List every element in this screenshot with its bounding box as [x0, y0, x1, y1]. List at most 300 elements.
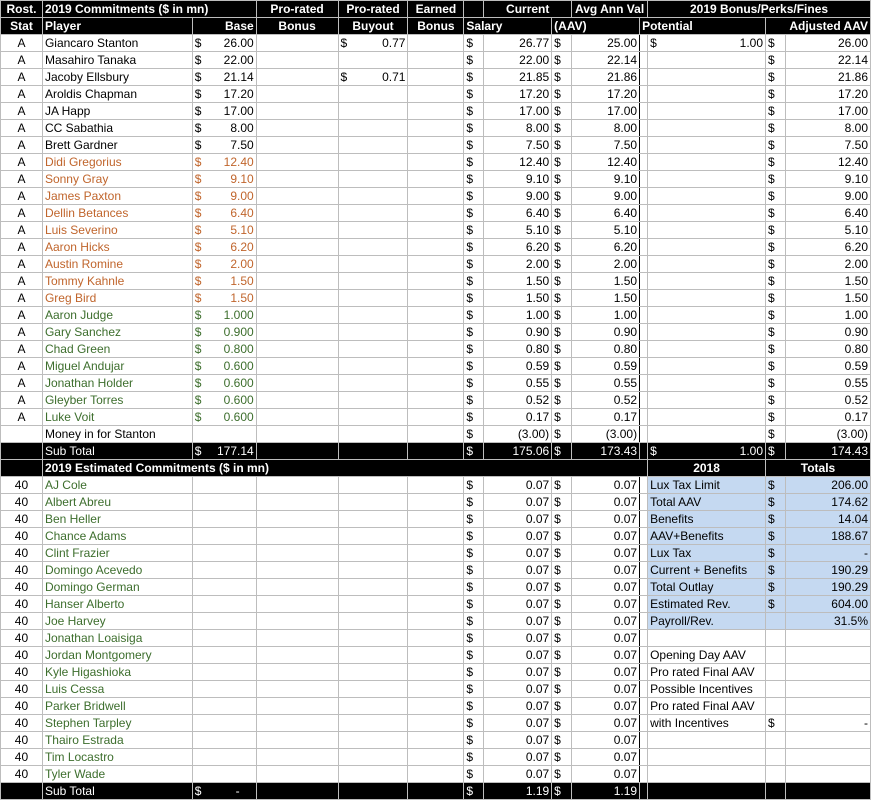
cell[interactable]: [785, 783, 870, 800]
spacer-cell[interactable]: [640, 307, 648, 324]
adj-dollar-cell[interactable]: $: [766, 103, 786, 120]
earned-bonus-cell[interactable]: [408, 307, 464, 324]
current-salary-cell[interactable]: 0.90: [484, 324, 552, 341]
player-name-cell[interactable]: Luke Voit: [42, 409, 192, 426]
spacer-cell[interactable]: [640, 69, 648, 86]
totals-dollar-cell[interactable]: $: [766, 494, 786, 511]
current-salary-cell[interactable]: 0.07: [484, 664, 552, 681]
aav-cell[interactable]: 0.90: [572, 324, 640, 341]
salary-dollar-cell[interactable]: $: [464, 426, 484, 443]
current-salary-cell[interactable]: 12.40: [484, 154, 552, 171]
aav-dollar-cell[interactable]: $: [552, 120, 572, 137]
aav-cell[interactable]: 0.07: [572, 545, 640, 562]
aav-cell[interactable]: 17.20: [572, 86, 640, 103]
aav-cell[interactable]: 2.00: [572, 256, 640, 273]
subtotal-aav[interactable]: 1.19: [572, 783, 640, 800]
spacer-cell[interactable]: [640, 188, 648, 205]
salary-dollar-cell[interactable]: $: [464, 358, 484, 375]
current-salary-cell[interactable]: 0.07: [484, 749, 552, 766]
base-cell[interactable]: [192, 715, 256, 732]
prorated-bonus-cell[interactable]: [256, 205, 338, 222]
aav-cell[interactable]: 0.07: [572, 562, 640, 579]
totals-dollar-cell[interactable]: [766, 647, 786, 664]
player-name-cell[interactable]: Greg Bird: [42, 290, 192, 307]
bonus-potential-cell[interactable]: [648, 290, 766, 307]
roster-stat-cell[interactable]: A: [1, 324, 43, 341]
adjusted-aav-cell[interactable]: 0.17: [785, 409, 870, 426]
bonus-potential-cell[interactable]: [648, 256, 766, 273]
buyout-cell[interactable]: [338, 69, 408, 86]
cell[interactable]: [1, 783, 43, 800]
adj-dollar-cell[interactable]: $: [766, 392, 786, 409]
salary-dollar-cell[interactable]: $: [464, 749, 484, 766]
roster-stat-cell[interactable]: A: [1, 205, 43, 222]
aav-cell[interactable]: 1.50: [572, 290, 640, 307]
salary-dollar-cell[interactable]: $: [464, 732, 484, 749]
roster-stat-cell[interactable]: A: [1, 137, 43, 154]
current-salary-cell[interactable]: 6.20: [484, 239, 552, 256]
player-name-cell[interactable]: Tyler Wade: [42, 766, 192, 783]
adjusted-aav-cell[interactable]: 0.59: [785, 358, 870, 375]
salary-dollar-cell[interactable]: $: [464, 290, 484, 307]
header-cell[interactable]: Pro-rated: [338, 1, 408, 18]
earned-bonus-cell[interactable]: [408, 528, 464, 545]
bonus-potential-cell[interactable]: [648, 205, 766, 222]
aav-dollar-cell[interactable]: $: [552, 766, 572, 783]
buyout-cell[interactable]: [338, 766, 408, 783]
salary-dollar-cell[interactable]: $: [464, 375, 484, 392]
roster-stat-cell[interactable]: A: [1, 222, 43, 239]
aav-dollar-cell[interactable]: $: [552, 783, 572, 800]
aav-cell[interactable]: 0.55: [572, 375, 640, 392]
current-salary-cell[interactable]: 1.50: [484, 290, 552, 307]
adjusted-aav-cell[interactable]: 6.40: [785, 205, 870, 222]
prorated-bonus-cell[interactable]: [256, 409, 338, 426]
base-cell[interactable]: [192, 103, 256, 120]
salary-dollar-cell[interactable]: $: [464, 664, 484, 681]
earned-bonus-cell[interactable]: [408, 409, 464, 426]
adjusted-aav-cell[interactable]: 0.90: [785, 324, 870, 341]
roster-stat-cell[interactable]: A: [1, 171, 43, 188]
adj-dollar-cell[interactable]: $: [766, 120, 786, 137]
cell[interactable]: [1, 460, 43, 477]
aav-cell[interactable]: 9.10: [572, 171, 640, 188]
earned-bonus-cell[interactable]: [408, 698, 464, 715]
current-salary-cell[interactable]: 0.07: [484, 596, 552, 613]
base-cell[interactable]: [192, 732, 256, 749]
spacer-cell[interactable]: [640, 324, 648, 341]
header-cell[interactable]: [464, 1, 484, 18]
buyout-cell[interactable]: [338, 545, 408, 562]
aav-dollar-cell[interactable]: $: [552, 630, 572, 647]
spacer-cell[interactable]: [640, 562, 648, 579]
spacer-cell[interactable]: [640, 698, 648, 715]
salary-dollar-cell[interactable]: $: [464, 222, 484, 239]
aav-dollar-cell[interactable]: $: [552, 647, 572, 664]
subtotal-potential-cell[interactable]: [648, 443, 766, 460]
roster-stat-cell[interactable]: A: [1, 52, 43, 69]
adjusted-aav-cell[interactable]: 8.00: [785, 120, 870, 137]
aav-dollar-cell[interactable]: $: [552, 477, 572, 494]
earned-bonus-cell[interactable]: [408, 256, 464, 273]
bonus-potential-cell[interactable]: [648, 86, 766, 103]
player-name-cell[interactable]: Stephen Tarpley: [42, 715, 192, 732]
base-cell[interactable]: [192, 511, 256, 528]
base-cell[interactable]: [192, 477, 256, 494]
salary-dollar-cell[interactable]: $: [464, 341, 484, 358]
salary-dollar-cell[interactable]: $: [464, 494, 484, 511]
current-salary-cell[interactable]: 0.17: [484, 409, 552, 426]
totals-value-cell[interactable]: 190.29: [785, 579, 870, 596]
current-salary-cell[interactable]: 9.10: [484, 171, 552, 188]
current-salary-cell[interactable]: 0.07: [484, 494, 552, 511]
bonus-potential-cell[interactable]: [648, 239, 766, 256]
totals-dollar-cell[interactable]: $: [766, 528, 786, 545]
spacer-cell[interactable]: [640, 154, 648, 171]
bonus-potential-cell[interactable]: [648, 409, 766, 426]
aav-cell[interactable]: 0.07: [572, 477, 640, 494]
base-cell[interactable]: [192, 630, 256, 647]
spacer-cell[interactable]: [640, 766, 648, 783]
prorated-bonus-cell[interactable]: [256, 137, 338, 154]
bonus-potential-cell[interactable]: [648, 154, 766, 171]
aav-dollar-cell[interactable]: $: [552, 511, 572, 528]
aav-cell[interactable]: 8.00: [572, 120, 640, 137]
salary-dollar-cell[interactable]: $: [464, 239, 484, 256]
subtotal-aav[interactable]: 173.43: [572, 443, 640, 460]
aav-dollar-cell[interactable]: $: [552, 137, 572, 154]
earned-bonus-cell[interactable]: [408, 392, 464, 409]
aav-cell[interactable]: 0.52: [572, 392, 640, 409]
cell[interactable]: [1, 443, 43, 460]
base-cell[interactable]: [192, 69, 256, 86]
header-cell[interactable]: Adjusted AAV: [766, 18, 871, 35]
adjusted-aav-cell[interactable]: 17.00: [785, 103, 870, 120]
earned-bonus-cell[interactable]: [408, 511, 464, 528]
player-name-cell[interactable]: Money in for Stanton: [42, 426, 192, 443]
salary-dollar-cell[interactable]: $: [464, 35, 484, 52]
player-name-cell[interactable]: Luis Severino: [42, 222, 192, 239]
current-salary-cell[interactable]: 0.07: [484, 528, 552, 545]
buyout-cell[interactable]: [338, 358, 408, 375]
buyout-cell[interactable]: [338, 120, 408, 137]
base-cell[interactable]: [192, 698, 256, 715]
aav-cell[interactable]: 7.50: [572, 137, 640, 154]
totals-value-cell[interactable]: 31.5%: [785, 613, 870, 630]
player-name-cell[interactable]: Miguel Andujar: [42, 358, 192, 375]
prorated-bonus-cell[interactable]: [256, 664, 338, 681]
salary-dollar-cell[interactable]: $: [464, 613, 484, 630]
earned-bonus-cell[interactable]: [408, 324, 464, 341]
spacer-cell[interactable]: [640, 273, 648, 290]
adj-dollar-cell[interactable]: $: [766, 205, 786, 222]
header-cell[interactable]: Base: [192, 18, 256, 35]
player-name-cell[interactable]: Dellin Betances: [42, 205, 192, 222]
earned-bonus-cell[interactable]: [408, 358, 464, 375]
buyout-cell[interactable]: [338, 154, 408, 171]
buyout-cell[interactable]: [338, 732, 408, 749]
base-cell[interactable]: [192, 35, 256, 52]
aav-dollar-cell[interactable]: $: [552, 681, 572, 698]
salary-dollar-cell[interactable]: $: [464, 545, 484, 562]
totals-value-cell[interactable]: 14.04: [785, 511, 870, 528]
adj-dollar-cell[interactable]: $: [766, 273, 786, 290]
prorated-bonus-cell[interactable]: [256, 307, 338, 324]
player-name-cell[interactable]: Ben Heller: [42, 511, 192, 528]
totals-value-cell[interactable]: [785, 749, 870, 766]
totals-label-cell[interactable]: [648, 630, 766, 647]
prorated-bonus-cell[interactable]: [256, 256, 338, 273]
earned-bonus-cell[interactable]: [408, 681, 464, 698]
roster-stat-cell[interactable]: 40: [1, 545, 43, 562]
aav-cell[interactable]: 0.07: [572, 664, 640, 681]
totals-dollar-cell[interactable]: $: [766, 545, 786, 562]
base-cell[interactable]: [192, 647, 256, 664]
aav-cell[interactable]: 0.07: [572, 681, 640, 698]
spacer-cell[interactable]: [640, 409, 648, 426]
earned-bonus-cell[interactable]: [408, 103, 464, 120]
prorated-bonus-cell[interactable]: [256, 35, 338, 52]
base-cell[interactable]: [192, 290, 256, 307]
header-cell[interactable]: Player: [42, 18, 192, 35]
salary-dollar-cell[interactable]: $: [464, 766, 484, 783]
prorated-bonus-cell[interactable]: [256, 52, 338, 69]
current-salary-cell[interactable]: 0.80: [484, 341, 552, 358]
base-cell[interactable]: [192, 120, 256, 137]
earned-bonus-cell[interactable]: [408, 562, 464, 579]
header-cell[interactable]: Potential: [640, 18, 766, 35]
prorated-bonus-cell[interactable]: [256, 239, 338, 256]
adjusted-aav-cell[interactable]: 22.14: [785, 52, 870, 69]
base-cell[interactable]: [192, 154, 256, 171]
totals-label-cell[interactable]: Opening Day AAV: [648, 647, 766, 664]
aav-dollar-cell[interactable]: $: [552, 375, 572, 392]
base-cell[interactable]: [192, 664, 256, 681]
aav-dollar-cell[interactable]: $: [552, 154, 572, 171]
base-cell[interactable]: [192, 171, 256, 188]
current-salary-cell[interactable]: 0.07: [484, 732, 552, 749]
aav-dollar-cell[interactable]: $: [552, 409, 572, 426]
prorated-bonus-cell[interactable]: [256, 545, 338, 562]
current-salary-cell[interactable]: 0.07: [484, 715, 552, 732]
prorated-bonus-cell[interactable]: [256, 732, 338, 749]
salary-dollar-cell[interactable]: $: [464, 120, 484, 137]
salary-dollar-cell[interactable]: $: [464, 205, 484, 222]
spacer-cell[interactable]: [640, 358, 648, 375]
totals-dollar-cell[interactable]: $: [766, 511, 786, 528]
adj-dollar-cell[interactable]: $: [766, 324, 786, 341]
spacer-cell[interactable]: [640, 545, 648, 562]
roster-stat-cell[interactable]: 40: [1, 494, 43, 511]
bonus-potential-cell[interactable]: [648, 69, 766, 86]
salary-dollar-cell[interactable]: $: [464, 715, 484, 732]
roster-stat-cell[interactable]: A: [1, 239, 43, 256]
base-cell[interactable]: [192, 205, 256, 222]
aav-dollar-cell[interactable]: $: [552, 222, 572, 239]
header-cell[interactable]: Pro-rated: [256, 1, 338, 18]
bonus-potential-cell[interactable]: [648, 52, 766, 69]
aav-cell[interactable]: 5.10: [572, 222, 640, 239]
roster-stat-cell[interactable]: 40: [1, 766, 43, 783]
roster-stat-cell[interactable]: A: [1, 154, 43, 171]
header-cell[interactable]: Earned: [408, 1, 464, 18]
aav-dollar-cell[interactable]: $: [552, 290, 572, 307]
salary-dollar-cell[interactable]: $: [464, 647, 484, 664]
salary-dollar-cell[interactable]: $: [464, 188, 484, 205]
subtotal-salary[interactable]: 175.06: [484, 443, 552, 460]
header-cell[interactable]: (AAV): [552, 18, 640, 35]
base-cell[interactable]: [192, 324, 256, 341]
base-cell[interactable]: [192, 613, 256, 630]
aav-dollar-cell[interactable]: $: [552, 732, 572, 749]
spacer-cell[interactable]: [640, 749, 648, 766]
buyout-cell[interactable]: [338, 324, 408, 341]
roster-stat-cell[interactable]: A: [1, 69, 43, 86]
totals-value-cell[interactable]: 206.00: [785, 477, 870, 494]
totals-dollar-cell[interactable]: [766, 749, 786, 766]
totals-value-cell[interactable]: [785, 732, 870, 749]
aav-dollar-cell[interactable]: $: [552, 698, 572, 715]
totals-value-cell[interactable]: [785, 681, 870, 698]
totals-value-cell[interactable]: [785, 766, 870, 783]
base-cell[interactable]: [192, 273, 256, 290]
adjusted-aav-cell[interactable]: 26.00: [785, 35, 870, 52]
prorated-bonus-cell[interactable]: [256, 630, 338, 647]
cell[interactable]: [766, 783, 786, 800]
roster-stat-cell[interactable]: A: [1, 120, 43, 137]
buyout-cell[interactable]: [338, 579, 408, 596]
totals-label-cell[interactable]: Total Outlay: [648, 579, 766, 596]
aav-dollar-cell[interactable]: $: [552, 86, 572, 103]
adj-dollar-cell[interactable]: $: [766, 290, 786, 307]
prorated-bonus-cell[interactable]: [256, 579, 338, 596]
header-cell[interactable]: Buyout: [338, 18, 408, 35]
roster-stat-cell[interactable]: 40: [1, 477, 43, 494]
roster-stat-cell[interactable]: 40: [1, 511, 43, 528]
totals-dollar-cell[interactable]: [766, 681, 786, 698]
aav-dollar-cell[interactable]: $: [552, 528, 572, 545]
adj-dollar-cell[interactable]: $: [766, 154, 786, 171]
spacer-cell[interactable]: [640, 205, 648, 222]
aav-dollar-cell[interactable]: $: [552, 443, 572, 460]
buyout-cell[interactable]: [338, 341, 408, 358]
base-cell[interactable]: [192, 749, 256, 766]
base-cell[interactable]: [192, 256, 256, 273]
totals-label-cell[interactable]: Pro rated Final AAV: [648, 664, 766, 681]
roster-stat-cell[interactable]: A: [1, 35, 43, 52]
current-salary-cell[interactable]: 0.07: [484, 766, 552, 783]
aav-cell[interactable]: 0.07: [572, 630, 640, 647]
subtotal-label[interactable]: Sub Total: [42, 783, 192, 800]
buyout-cell[interactable]: [338, 188, 408, 205]
earned-bonus-cell[interactable]: [408, 664, 464, 681]
base-cell[interactable]: [192, 545, 256, 562]
totals-value-cell[interactable]: [785, 664, 870, 681]
bonus-potential-cell[interactable]: [648, 375, 766, 392]
player-name-cell[interactable]: Chad Green: [42, 341, 192, 358]
adjusted-aav-cell[interactable]: 17.20: [785, 86, 870, 103]
current-salary-cell[interactable]: 0.07: [484, 579, 552, 596]
adj-dollar-cell[interactable]: $: [766, 69, 786, 86]
totals-label-cell[interactable]: Pro rated Final AAV: [648, 698, 766, 715]
aav-cell[interactable]: (3.00): [572, 426, 640, 443]
adj-dollar-cell[interactable]: $: [766, 35, 786, 52]
totals-label-cell[interactable]: [648, 766, 766, 783]
buyout-cell[interactable]: [338, 375, 408, 392]
bonus-potential-cell[interactable]: [648, 307, 766, 324]
earned-bonus-cell[interactable]: [408, 749, 464, 766]
base-cell[interactable]: [192, 188, 256, 205]
player-name-cell[interactable]: Tommy Kahnle: [42, 273, 192, 290]
prorated-bonus-cell[interactable]: [256, 528, 338, 545]
adjusted-aav-cell[interactable]: 9.10: [785, 171, 870, 188]
totals-label-cell[interactable]: Total AAV: [648, 494, 766, 511]
adjusted-aav-cell[interactable]: 9.00: [785, 188, 870, 205]
totals-dollar-cell[interactable]: [766, 613, 786, 630]
spacer-cell[interactable]: [640, 341, 648, 358]
buyout-cell[interactable]: [338, 52, 408, 69]
buyout-cell[interactable]: [338, 613, 408, 630]
totals-value-cell[interactable]: -: [785, 545, 870, 562]
adjusted-aav-cell[interactable]: 5.10: [785, 222, 870, 239]
totals-dollar-cell[interactable]: $: [766, 596, 786, 613]
bonus-potential-cell[interactable]: [648, 137, 766, 154]
current-salary-cell[interactable]: 17.20: [484, 86, 552, 103]
adj-dollar-cell[interactable]: $: [766, 52, 786, 69]
bonus-potential-cell[interactable]: [648, 35, 766, 52]
subtotal-base-cell[interactable]: [192, 783, 256, 800]
current-salary-cell[interactable]: 6.40: [484, 205, 552, 222]
bonus-potential-cell[interactable]: [648, 324, 766, 341]
roster-stat-cell[interactable]: 40: [1, 596, 43, 613]
current-salary-cell[interactable]: 0.07: [484, 477, 552, 494]
buyout-cell[interactable]: [338, 664, 408, 681]
aav-dollar-cell[interactable]: $: [552, 545, 572, 562]
aav-cell[interactable]: 9.00: [572, 188, 640, 205]
current-salary-cell[interactable]: 8.00: [484, 120, 552, 137]
adj-dollar-cell[interactable]: $: [766, 443, 786, 460]
earned-bonus-cell[interactable]: [408, 630, 464, 647]
totals-value-cell[interactable]: 190.29: [785, 562, 870, 579]
earned-bonus-cell[interactable]: [408, 613, 464, 630]
spacer-cell[interactable]: [640, 239, 648, 256]
earned-bonus-cell[interactable]: [408, 35, 464, 52]
adj-dollar-cell[interactable]: $: [766, 375, 786, 392]
totals-label-cell[interactable]: with Incentives: [648, 715, 766, 732]
buyout-cell[interactable]: [338, 222, 408, 239]
year-header[interactable]: 2018: [648, 460, 766, 477]
salary-dollar-cell[interactable]: $: [464, 69, 484, 86]
player-name-cell[interactable]: Joe Harvey: [42, 613, 192, 630]
player-name-cell[interactable]: AJ Cole: [42, 477, 192, 494]
spacer-cell[interactable]: [640, 375, 648, 392]
aav-dollar-cell[interactable]: $: [552, 35, 572, 52]
current-salary-cell[interactable]: 0.07: [484, 630, 552, 647]
roster-stat-cell[interactable]: 40: [1, 732, 43, 749]
header-cell[interactable]: Bonus: [256, 18, 338, 35]
salary-dollar-cell[interactable]: $: [464, 443, 484, 460]
salary-dollar-cell[interactable]: $: [464, 409, 484, 426]
earned-bonus-cell[interactable]: [408, 766, 464, 783]
aav-dollar-cell[interactable]: $: [552, 307, 572, 324]
aav-cell[interactable]: 25.00: [572, 35, 640, 52]
cell[interactable]: [338, 443, 408, 460]
buyout-cell[interactable]: [338, 477, 408, 494]
player-name-cell[interactable]: Clint Frazier: [42, 545, 192, 562]
earned-bonus-cell[interactable]: [408, 596, 464, 613]
salary-dollar-cell[interactable]: $: [464, 562, 484, 579]
buyout-cell[interactable]: [338, 596, 408, 613]
